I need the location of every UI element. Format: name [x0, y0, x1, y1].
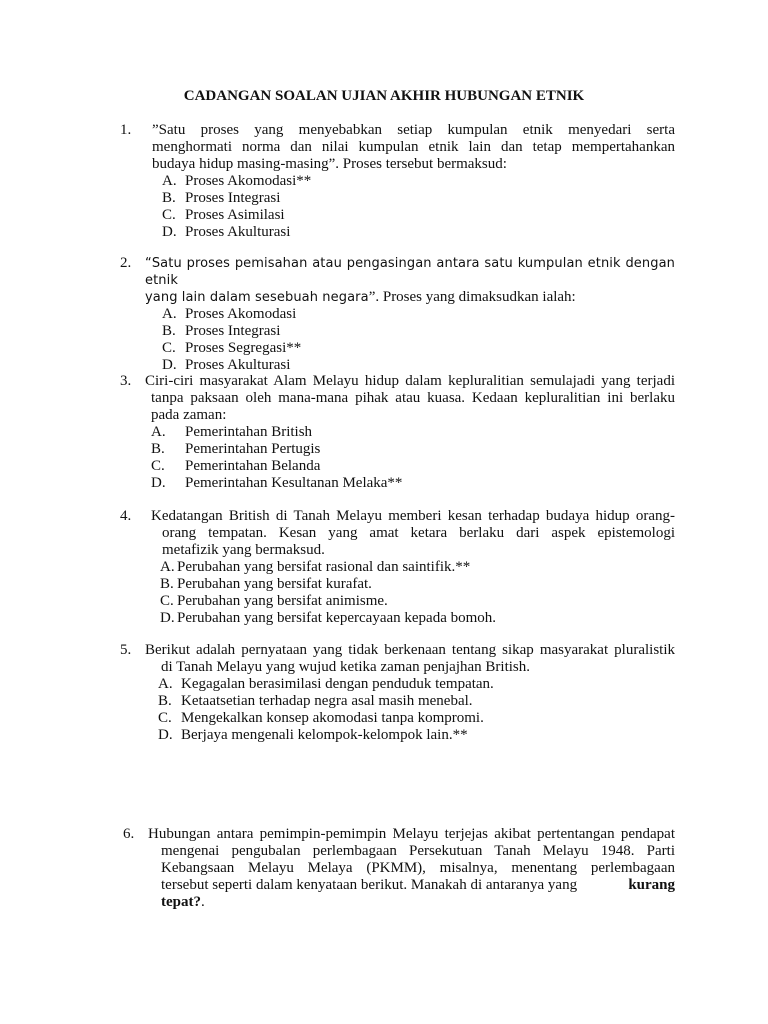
option-a[interactable]: A. Perubahan yang bersifat rasional dan saintifik.** — [160, 559, 471, 575]
question-text: Kedatangan British di Tanah Melayu memberi kesan terhadap budaya hidup orang- orang tempatan. Kesan yang amat ketara berlaku dari aspek epistemologi metafizik yang bermaksud. — [151, 508, 675, 558]
option-a[interactable]: A. Proses Akomodasi** — [162, 173, 312, 189]
option-d[interactable]: D. Berjaya mengenali kelompok-kelompok lain.** — [158, 727, 468, 743]
option-d[interactable]: D. Proses Akulturasi — [162, 224, 291, 240]
question-6 — [120, 826, 675, 911]
option-c[interactable]: C. Proses Asimilasi — [162, 207, 285, 223]
option-a[interactable]: A. Kegagalan berasimilasi dengan penduduk tempatan. — [158, 676, 494, 692]
option-b[interactable]: B. Pemerintahan Pertugis — [151, 441, 321, 457]
option-c[interactable]: C. Pemerintahan Belanda — [151, 458, 321, 474]
question-2 — [120, 255, 675, 374]
question-1 — [120, 122, 675, 241]
option-a[interactable]: A. Proses Akomodasi — [162, 306, 297, 322]
question-text: ”Satu proses yang menyebabkan setiap kumpulan etnik menyedari serta menghormati norma dan nilai kumpulan etnik lain dan tetap mempertahankan budaya hidup masing-masing”. Proses tersebut bermaksud: — [152, 122, 675, 172]
question-number: 5. — [120, 642, 132, 658]
answer-options — [120, 173, 675, 241]
option-d[interactable]: D. Proses Akulturasi — [162, 357, 291, 373]
page-title: CADANGAN SOALAN UJIAN AKHIR HUBUNGAN ETNIK — [183, 88, 585, 104]
question-text: Berikut adalah pernyataan yang tidak berkenaan tentang sikap masyarakat pluralistik di Tanah Melayu yang wujud ketika zaman penjajhan British. — [145, 642, 675, 675]
option-d[interactable]: D. Pemerintahan Kesultanan Melaka** — [151, 475, 403, 491]
option-a[interactable]: A. Pemerintahan British — [151, 424, 313, 440]
option-b[interactable]: B. Ketaatsetian terhadap negra asal masih menebal. — [158, 693, 473, 709]
question-5 — [120, 642, 675, 744]
option-b[interactable]: B. Proses Integrasi — [162, 190, 281, 206]
answer-options — [120, 559, 675, 627]
option-c[interactable]: C. Mengekalkan konsep akomodasi tanpa kompromi. — [158, 710, 484, 726]
question-number: 2. — [120, 255, 132, 271]
question-number: 6. — [123, 826, 135, 842]
option-d[interactable]: D. Perubahan yang bersifat kepercayaan kepada bomoh. — [160, 610, 497, 626]
emphasis-word: kurang — [628, 877, 675, 893]
answer-options — [120, 306, 675, 374]
answer-options — [120, 676, 675, 744]
emphasis-word: tepat? — [161, 894, 201, 910]
question-number: 4. — [120, 508, 132, 524]
option-c[interactable]: C. Proses Segregasi** — [162, 340, 302, 356]
question-number: 3. — [120, 373, 132, 389]
option-b[interactable]: B. Proses Integrasi — [162, 323, 281, 339]
answer-options — [120, 424, 675, 492]
question-text: Ciri-ciri masyarakat Alam Melayu hidup dalam kepluralitian semulajadi yang terjadi tanpa paksaan oleh mana-mana pihak atau kuasa. Kedaan kepluralitian ini berlaku pada zaman: — [145, 373, 675, 423]
question-text: “Satu proses pemisahan atau pengasingan antara satu kumpulan etnik dengan etnik yang lain dalam sesebuah negara”. Proses yang dimaksudkan ialah: — [145, 256, 675, 305]
question-3 — [120, 373, 675, 492]
question-text: Hubungan antara pemimpin-pemimpin Melayu terjejas akibat pertentangan pendapat mengenai pengubalan perlembagaan Persekutuan Tanah Melayu 1948. Parti Kebangsaan Melayu Melaya (PKMM), misalnya, menentang perlembagaan tersebut seperti dalam kenyataan berikut. Manakah di antaranya yang kurang tepat?. — [148, 826, 675, 910]
option-b[interactable]: B. Perubahan yang bersifat kurafat. — [160, 576, 372, 592]
option-c[interactable]: C. Perubahan yang bersifat animisme. — [160, 593, 388, 609]
question-number: 1. — [120, 122, 132, 138]
question-4 — [120, 508, 675, 627]
